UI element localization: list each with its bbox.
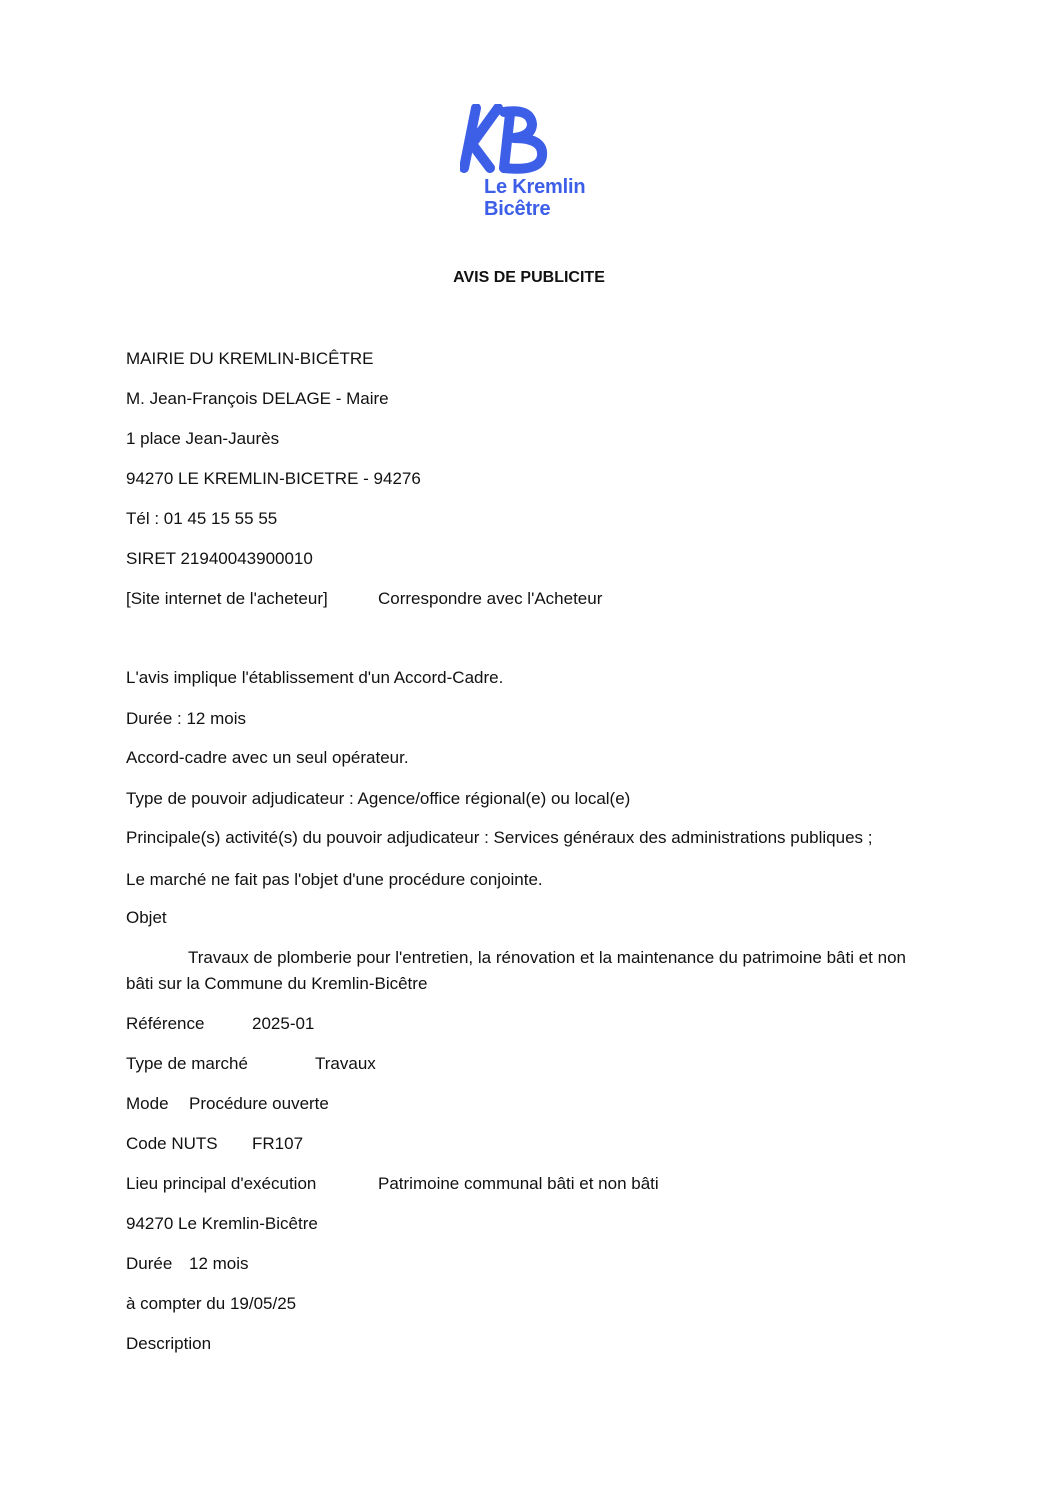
reference-label: Référence xyxy=(126,1014,205,1033)
object-label: Objet xyxy=(126,908,167,927)
kremlin-bicetre-logo xyxy=(458,104,608,222)
framework-statement: L'avis implique l'établissement d'un Accord-Cadre. xyxy=(126,668,504,687)
buyer-name: MAIRIE DU KREMLIN-BICÊTRE xyxy=(126,349,374,368)
market-type-row xyxy=(126,1054,376,1074)
market-type-value: Travaux xyxy=(315,1054,376,1073)
logo-line-2: Bicêtre xyxy=(484,198,551,220)
duration-value: 12 mois xyxy=(189,1254,249,1273)
authority-type: Type de pouvoir adjudicateur : Agence/office régional(e) ou local(e) xyxy=(126,789,631,808)
buyer-siret: SIRET 21940043900010 xyxy=(126,549,313,568)
website-link[interactable]: [Site internet de l'acheteur] xyxy=(126,589,328,608)
duration-row xyxy=(126,1254,249,1274)
main-activity: Principale(s) activité(s) du pouvoir adjudicateur : Services généraux des administrations publiques ; xyxy=(126,828,873,847)
location-label: Lieu principal d'exécution xyxy=(126,1174,317,1193)
description-label: Description xyxy=(126,1334,212,1353)
reference-value: 2025-01 xyxy=(252,1014,315,1033)
notice-duration: Durée : 12 mois xyxy=(126,709,246,728)
kb-monogram-icon xyxy=(460,104,555,174)
location-value: Patrimoine communal bâti et non bâti xyxy=(378,1174,659,1193)
object-text-block xyxy=(126,945,936,997)
location-city: 94270 Le Kremlin-Bicêtre xyxy=(126,1214,318,1233)
nuts-value: FR107 xyxy=(252,1134,304,1153)
logo-line-1: Le Kremlin xyxy=(484,176,586,198)
nuts-label: Code NUTS xyxy=(126,1134,218,1153)
joint-procedure-statement: Le marché ne fait pas l'objet d'une procédure conjointe. xyxy=(126,870,543,889)
contact-link[interactable]: Correspondre avec l'Acheteur xyxy=(378,589,603,608)
start-date: à compter du 19/05/25 xyxy=(126,1294,297,1313)
buyer-city: 94270 LE KREMLIN-BICETRE - 94276 xyxy=(126,469,421,488)
buyer-representative: M. Jean-François DELAGE - Maire xyxy=(126,389,389,408)
page-title: AVIS DE PUBLICITE xyxy=(453,269,605,286)
buyer-address: 1 place Jean-Jaurès xyxy=(126,429,280,448)
buyer-phone: Tél : 01 45 15 55 55 xyxy=(126,509,278,528)
nuts-row xyxy=(126,1134,303,1154)
mode-row xyxy=(126,1094,329,1114)
single-operator-statement: Accord-cadre avec un seul opérateur. xyxy=(126,748,409,767)
reference-row xyxy=(126,1014,314,1034)
object-text: Travaux de plomberie pour l'entretien, la rénovation et la maintenance du patrimoine bâti et non bâti sur la Commune du Kremlin-Bicêtre xyxy=(126,948,906,993)
duration-label: Durée xyxy=(126,1254,173,1273)
logo-wordmark xyxy=(484,176,585,220)
mode-label: Mode xyxy=(126,1094,169,1113)
mode-value: Procédure ouverte xyxy=(189,1094,329,1113)
location-row xyxy=(126,1174,659,1194)
market-type-label: Type de marché xyxy=(126,1054,248,1073)
buyer-links xyxy=(126,589,602,609)
